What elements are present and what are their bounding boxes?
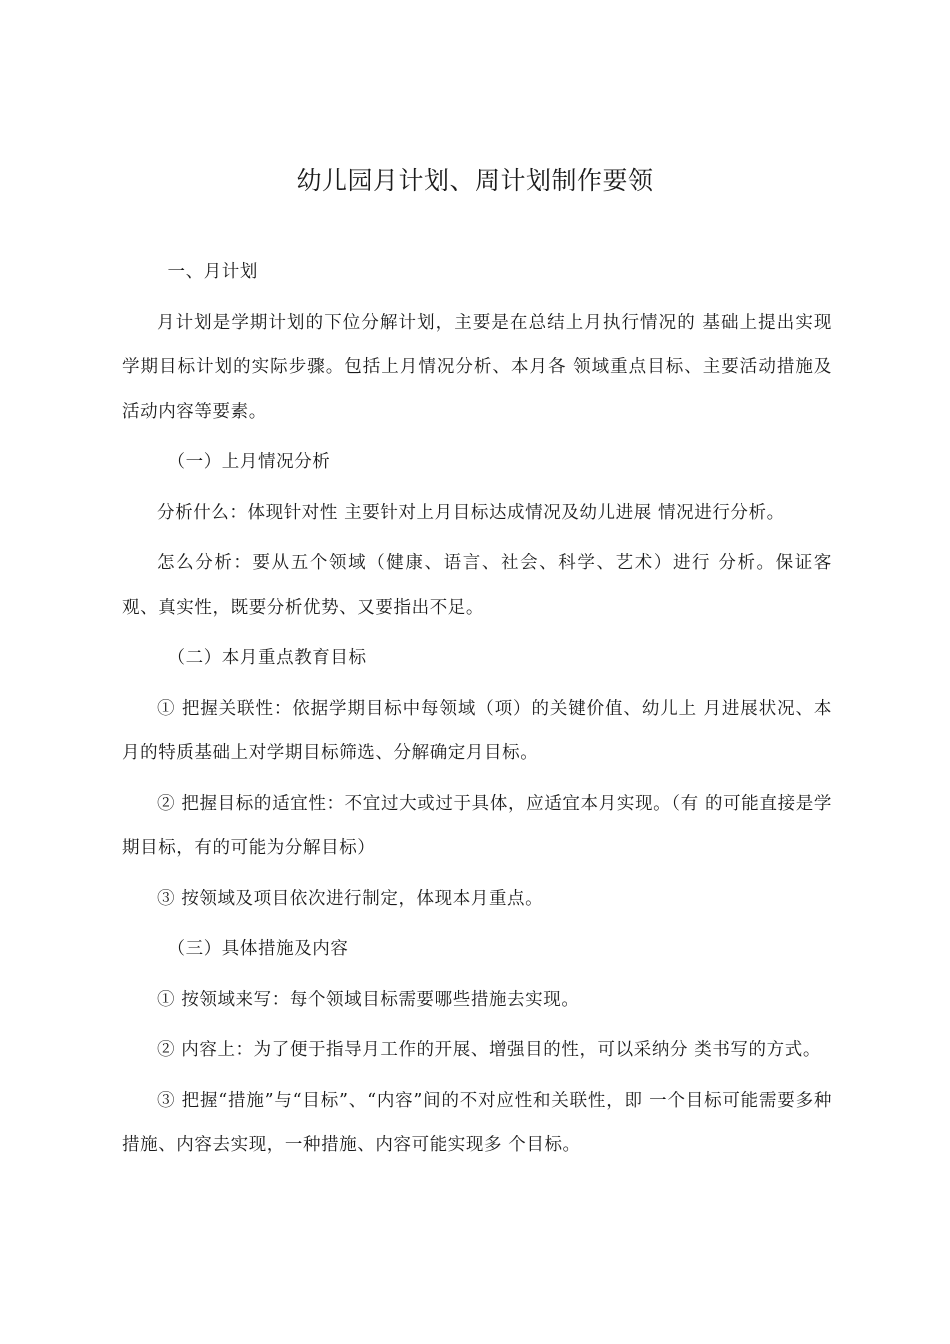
paragraph-monthly-plan-intro: 月计划是学期计划的下位分解计划，主要是在总结上月执行情况的 基础上提出实现学期目标计划的实际步骤。包括上月情况分析、本月各 领域重点目标、主要活动措施及活动内容等要素。 (122, 312, 832, 422)
paragraph-measures-content: ② 内容上：为了便于指导月工作的开展、增强目的性，可以采纳分 类书写的方式。 (157, 1040, 821, 1060)
paragraph-what-to-analyze: 分析什么：体现针对性 主要针对上月目标达成情况及幼儿进展 情况进行分析。 (157, 502, 785, 523)
document-body (122, 250, 832, 1174)
paragraph-goal-by-domain: ③ 按领域及项目依次进行制定，体现本月重点。 (157, 888, 544, 909)
paragraph-measures-relation: ③ 把握“措施”与“目标”、“内容”间的不对应性和关联性，即 一个目标可能需要多种措施、内容去实现，一种措施、内容可能实现多 个目标。 (122, 1090, 832, 1155)
paragraph-how-to-analyze: 怎么分析：要从五个领域（健康、语言、社会、科学、艺术）进行 分析。保证客观、真实性，既要分析优势、又要指出不足。 (122, 553, 832, 618)
subsection-heading-key-goals: （二）本月重点教育目标 (167, 648, 367, 668)
paragraph-goal-suitability: ② 把握目标的适宜性：不宜过大或过于具体，应适宜本月实现。（有 的可能直接是学期目标，有的可能为分解目标） (122, 793, 832, 858)
subsection-heading-measures: （三）具体措施及内容 (167, 939, 349, 959)
document-title: 幼儿园月计划、周计划制作要领 (296, 166, 654, 195)
subsection-heading-last-month-analysis: （一）上月情况分析 (167, 452, 331, 472)
paragraph-measures-by-domain: ① 按领域来写：每个领域目标需要哪些措施去实现。 (157, 989, 580, 1010)
section-heading-monthly-plan: 一、月计划 (167, 262, 258, 282)
paragraph-goal-relevance: ① 把握关联性：依据学期目标中每领域（项）的关键价值、幼儿上 月进展状况、本月的特质基础上对学期目标筛选、分解确定月目标。 (122, 698, 832, 763)
